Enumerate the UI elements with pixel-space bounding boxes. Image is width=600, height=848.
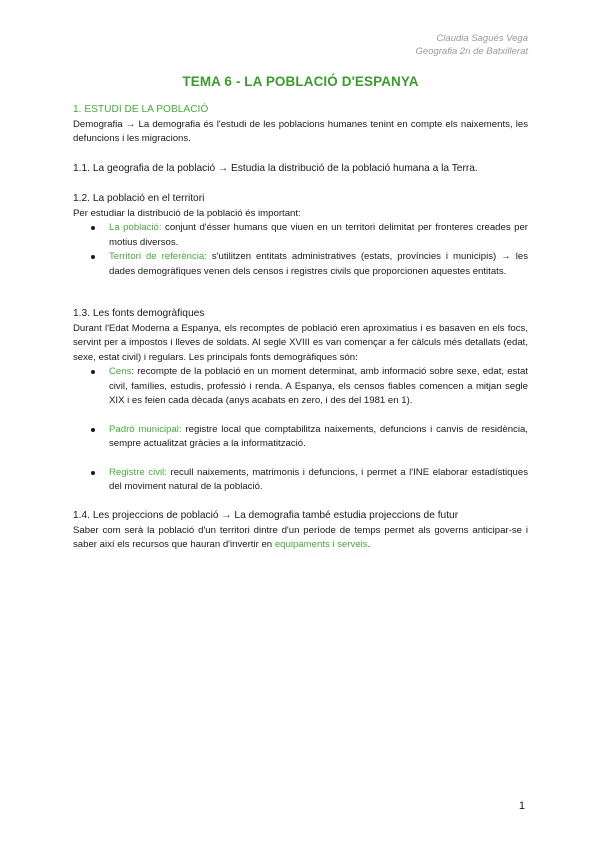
section-1-2-intro: Per estudiar la distribució de la població és important: bbox=[73, 207, 301, 219]
term-description: s'utilitzen entitats administratives (estats, províncies i municipis) → les dades demogràfiques venen dels censos i registres civils que proporcionen aquestes entitats. bbox=[109, 251, 528, 277]
section-1-4-text-end: . bbox=[367, 539, 371, 550]
list-item bbox=[73, 221, 528, 250]
term-description: conjunt d'ésser humans que viuen en un territori delimitat per fronteres creades per motius diversos. bbox=[109, 222, 528, 248]
term-label: La població: bbox=[109, 222, 162, 233]
section-1-2-list bbox=[73, 221, 528, 279]
page-title: TEMA 6 - LA POBLACIÓ D'ESPANYA bbox=[182, 74, 419, 89]
term-label: Territori de referència: bbox=[109, 251, 207, 262]
section-1-3-list bbox=[73, 365, 528, 495]
list-item bbox=[73, 250, 528, 279]
section-1-2-heading: 1.2. La població en el territori bbox=[73, 193, 205, 204]
list-item bbox=[73, 466, 528, 495]
list-item bbox=[73, 423, 528, 452]
section-1-heading: 1. ESTUDI DE LA POBLACIÓ bbox=[73, 104, 209, 115]
section-1-4-text-start: Saber com serà la població d'un territori dintre d'un període de temps permet als governs anticipar-se i saber així els recursos que hauran d'invertir en bbox=[73, 524, 528, 550]
section-1 bbox=[73, 103, 528, 147]
section-1-1 bbox=[73, 162, 528, 177]
section-1-2 bbox=[73, 192, 528, 279]
header-author: Claudia Sagués Vega bbox=[436, 33, 528, 44]
bullet-icon bbox=[91, 226, 95, 230]
bullet-icon bbox=[91, 428, 95, 432]
term-label: Registre civil: bbox=[109, 466, 167, 478]
section-1-4-text bbox=[73, 524, 528, 553]
section-1-3-intro: Durant l'Edat Moderna a Espanya, els recomptes de població eren aproximatius i es basaven en els focs, servint per a impostos i lleves de soldats. Al segle XVIII es van començar a fer càlculs més detallats (edat, sexe, estat civil) i regulars. Les principals fonts demogràfiques són: bbox=[73, 322, 528, 363]
section-1-text: Demografia → La demografia és l'estudi de les poblacions humanes tenint en compte els naixements, les defuncions i les migracions. bbox=[73, 118, 528, 144]
list-item bbox=[73, 365, 528, 409]
section-1-1-text: 1.1. La geografia de la població → Estudia la distribució de la població humana a la Terra. bbox=[73, 163, 478, 174]
term-description: recull naixements, matrimonis i defuncions, i permet a l'INE elaborar estadístiques del moviment natural de la població. bbox=[109, 466, 528, 492]
bullet-icon bbox=[91, 370, 95, 374]
page-number: 1 bbox=[518, 800, 525, 812]
term-description: registre local que comptabilitza naixements, defuncions i canvis de residència, sempre actualitzat gràcies a la informatització. bbox=[109, 423, 528, 449]
bullet-icon bbox=[91, 255, 95, 259]
section-1-3 bbox=[73, 307, 528, 495]
term-description: : recompte de la població en un moment determinat, amb informació sobre sexe, edat, estat civil, famílies, estudis, professió i renda. A Espanya, els censos fiables comencen a mitjan segle XIX i es feien cada dècada (anys acabats en zero, i des del 1981 en 1). bbox=[109, 366, 528, 406]
term-label: Padró municipal: bbox=[109, 423, 182, 435]
document-page bbox=[73, 0, 528, 848]
header-course: Geografia 2n de Batxillerat bbox=[415, 46, 528, 57]
section-1-4 bbox=[73, 509, 528, 553]
highlight-term: equipaments i serveis bbox=[274, 539, 368, 550]
section-1-3-heading: 1.3. Les fonts demogràfiques bbox=[73, 308, 205, 319]
term-label: Cens bbox=[109, 366, 132, 377]
bullet-icon bbox=[91, 471, 95, 475]
section-1-4-heading: 1.4. Les projeccions de població → La demografia també estudia projeccions de futur bbox=[73, 510, 459, 521]
